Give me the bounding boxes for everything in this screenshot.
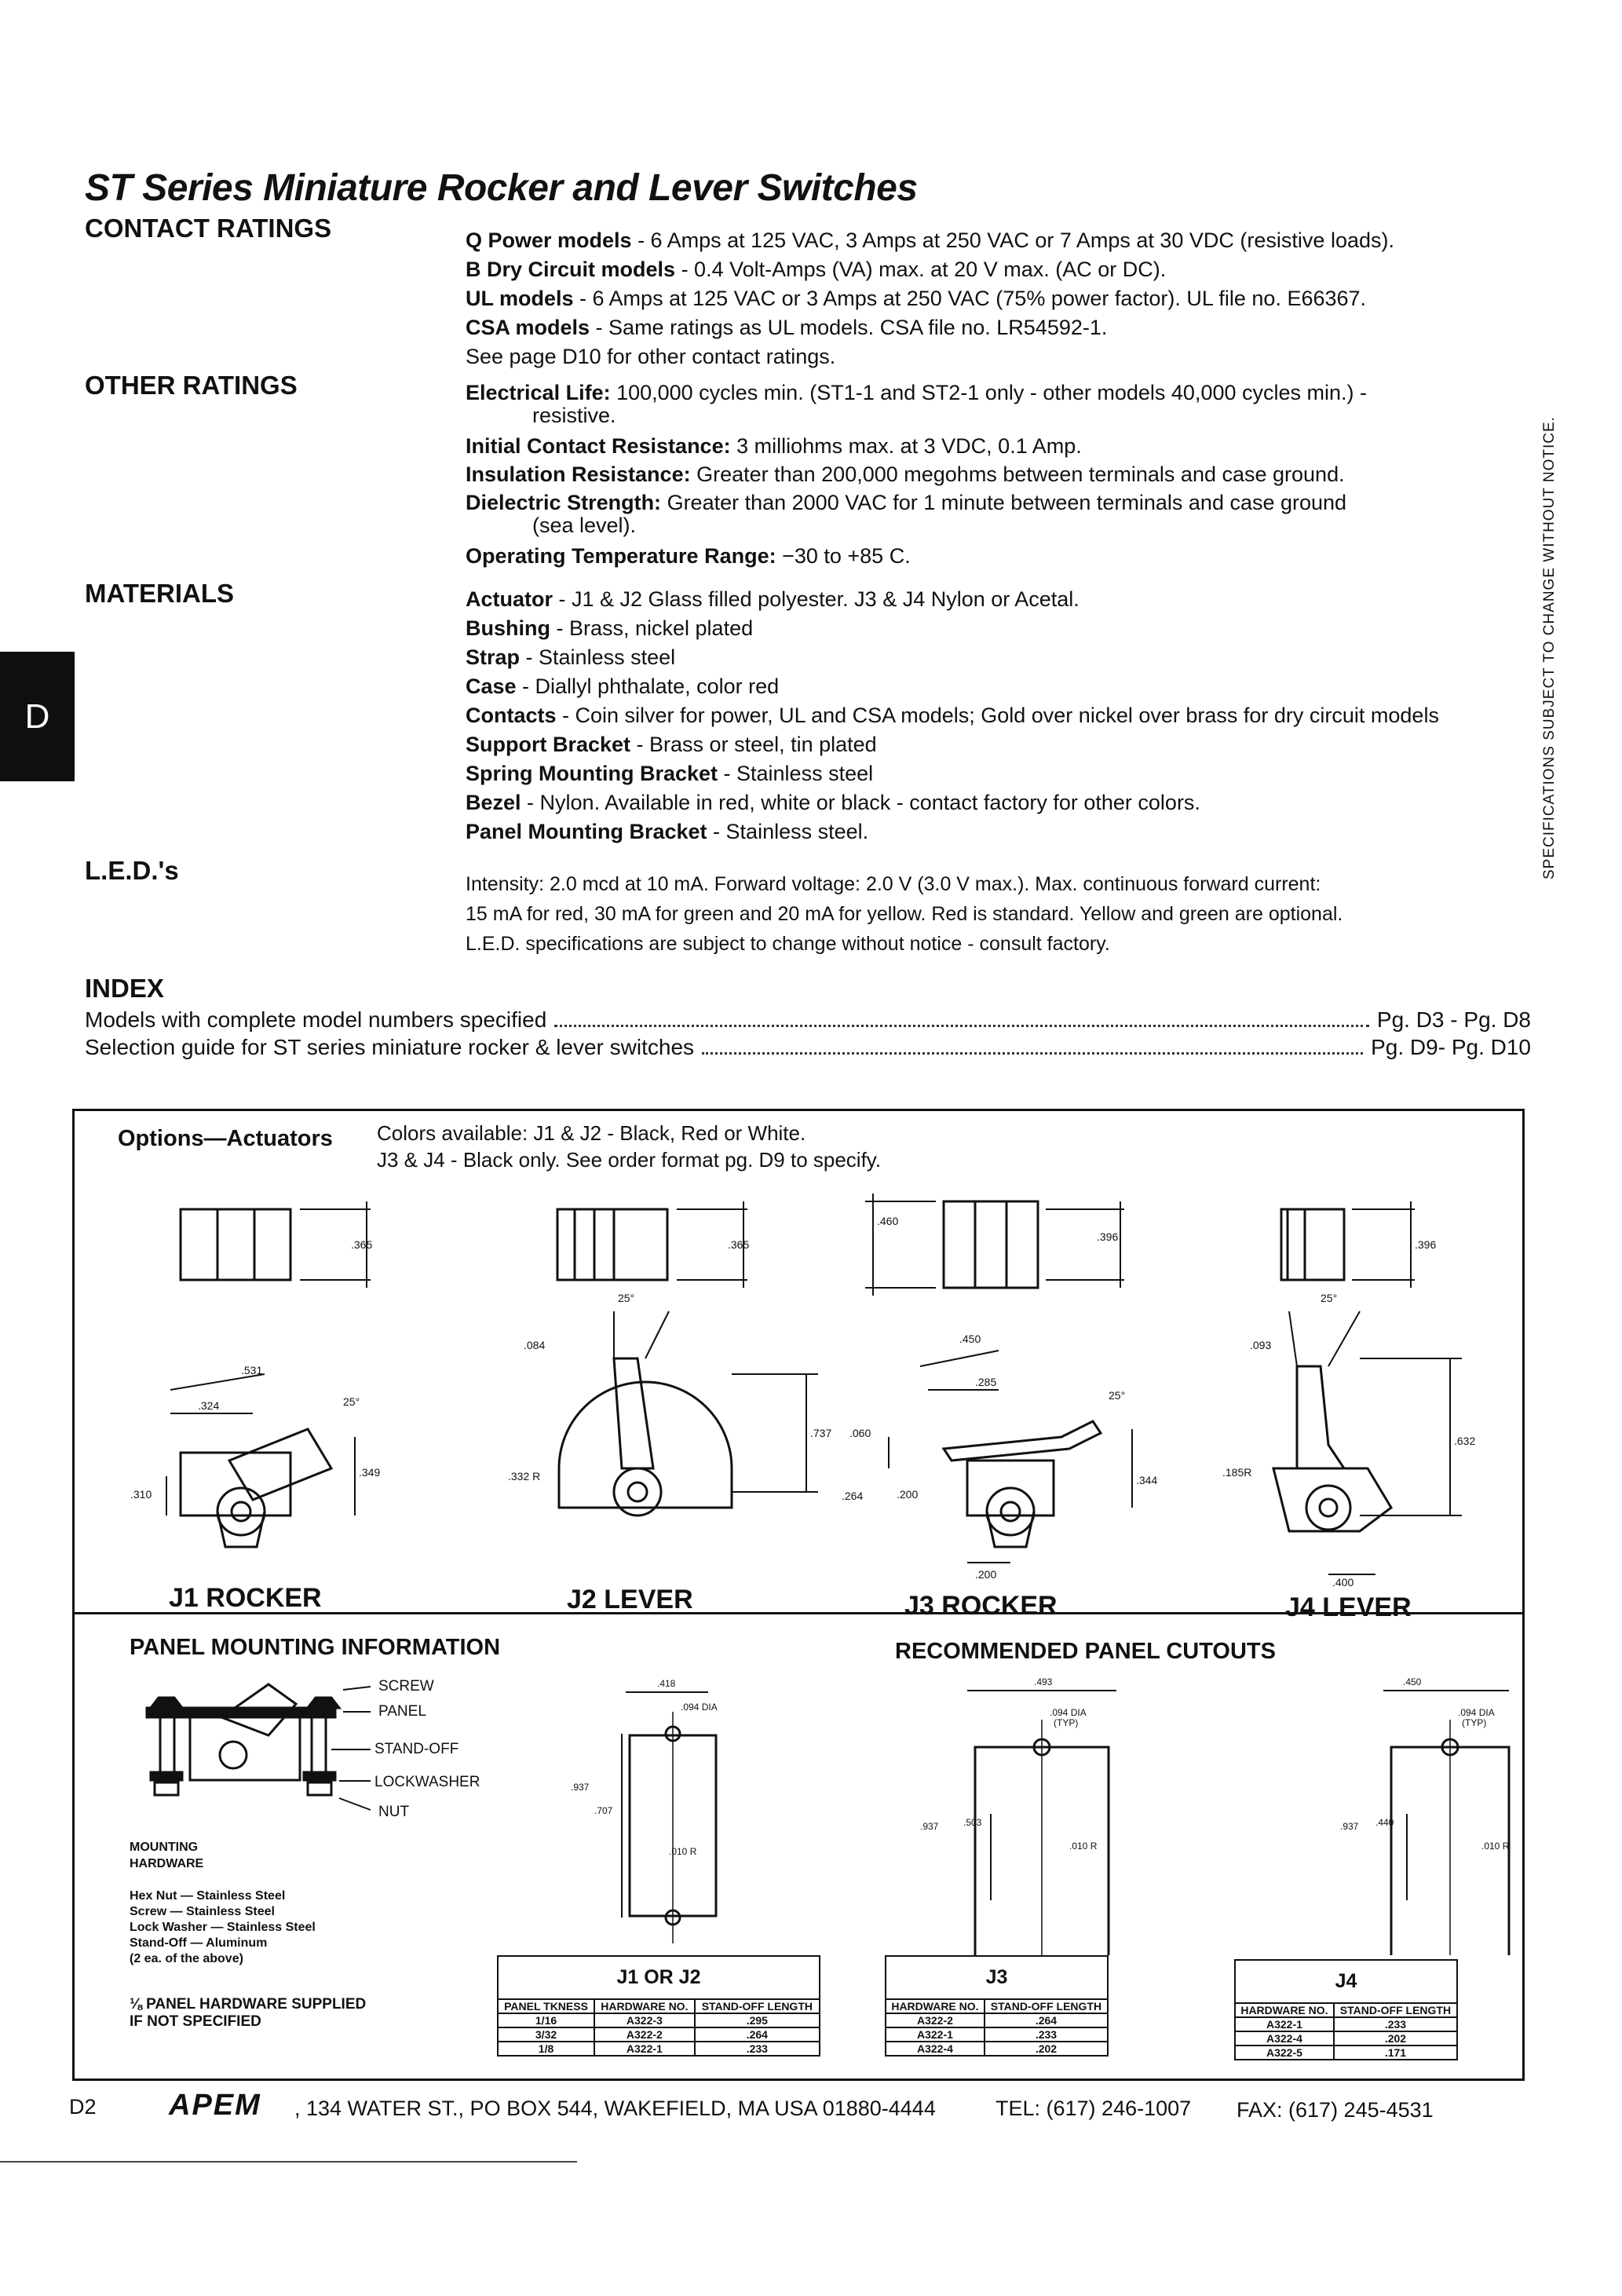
dim-label: 25°: [618, 1292, 635, 1304]
table-cell: .295: [695, 2013, 820, 2027]
material-line: Support Bracket - Brass or steel, tin plated: [466, 733, 877, 756]
colors-line: Colors available: J1 & J2 - Black, Red or White.: [377, 1121, 806, 1145]
table-cell: A322-4: [1235, 2031, 1334, 2046]
j2-side-view: [559, 1311, 818, 1515]
supplied-line: IF NOT SPECIFIED: [130, 2013, 261, 2030]
leds-text: [466, 869, 1510, 959]
brand-logo: APEM: [169, 2089, 261, 2122]
table-header: PANEL TKNESS: [498, 1999, 594, 2013]
supplied-line: ⅛ PANEL HARDWARE SUPPLIED: [130, 1996, 367, 2013]
materials-heading: MATERIALS: [85, 579, 235, 608]
j4-lever-label: J4 LEVER: [1285, 1592, 1412, 1622]
table-header: HARDWARE NO.: [594, 1999, 695, 2013]
rating-line: Insulation Resistance: Greater than 200,000 megohms between terminals and case ground.: [466, 462, 1345, 486]
table-cell: .202: [985, 2042, 1108, 2056]
table-title: J4: [1234, 1959, 1458, 2002]
dim-label: .344: [1136, 1474, 1158, 1486]
dim-label: (TYP): [1462, 1717, 1487, 1728]
dim-label: (TYP): [1054, 1717, 1079, 1728]
table-cell: .264: [985, 2013, 1108, 2027]
table-cell: .171: [1334, 2046, 1457, 2060]
table-row: [886, 2013, 1108, 2027]
contact-line: Q Power models - 6 Amps at 125 VAC, 3 Amps at 250 VAC or 7 Amps at 30 VDC (resistive loads).: [466, 229, 1394, 252]
dim-label: .010 R: [1481, 1841, 1510, 1852]
contact-line: B Dry Circuit models - 0.4 Volt-Amps (VA) max. at 20 V max. (AC or DC).: [466, 258, 1167, 281]
index-row: [85, 1035, 1531, 1060]
dim-label: 25°: [1109, 1389, 1126, 1402]
mounting-hardware-heading: [130, 1839, 412, 1872]
callout-nut: NUT: [378, 1804, 410, 1820]
table-title: J3: [885, 1955, 1109, 1998]
table-cell: A322-1: [886, 2027, 985, 2042]
callout-screw: SCREW: [378, 1678, 434, 1695]
table-header: HARDWARE NO.: [886, 1999, 985, 2013]
dim-label: .632: [1454, 1435, 1476, 1447]
dim-label: .094 DIA: [681, 1702, 718, 1713]
table-j4: [1234, 1959, 1458, 2060]
index-heading: INDEX: [85, 974, 164, 1003]
table-header: STAND-OFF LENGTH: [985, 1999, 1108, 2013]
material-line: Contacts - Coin silver for power, UL and CSA models; Gold over nickel over brass for dry circuit models: [466, 704, 1439, 727]
other-ratings-heading: OTHER RATINGS: [85, 371, 298, 400]
callout-panel: PANEL: [378, 1703, 426, 1720]
dim-label: .418: [657, 1678, 676, 1689]
table-row: [498, 2027, 820, 2042]
dim-label: .094 DIA: [1458, 1707, 1495, 1718]
j2-lever-label: J2 LEVER: [567, 1585, 693, 1614]
options-colors: [377, 1120, 1083, 1173]
rating-line: Dielectric Strength: Greater than 2000 VAC for 1 minute between terminals and case ground (sea level).: [466, 491, 1347, 537]
led-line: Intensity: 2.0 mcd at 10 mA. Forward voltage: 2.0 V (3.0 V max.). Max. continuous forward current:: [466, 873, 1321, 895]
hw-item: Hex Nut — Stainless Steel: [130, 1889, 286, 1903]
hardware-supplied-note: [130, 1996, 428, 2031]
material-line: Strap - Stainless steel: [466, 645, 676, 669]
j1-rocker-label: J1 ROCKER: [169, 1583, 322, 1613]
material-line: Bezel - Nylon. Available in red, white or black - contact factory for other colors.: [466, 791, 1200, 814]
hw-item: Lock Washer — Stainless Steel: [130, 1921, 316, 1934]
footer-tel: TEL: (617) 246-1007: [995, 2097, 1192, 2120]
hw-item: Screw — Stainless Steel: [130, 1905, 275, 1918]
dim-label: .200: [975, 1568, 997, 1581]
dim-label: .349: [359, 1466, 381, 1479]
hw-item: (2 ea. of the above): [130, 1952, 243, 1965]
dim-label: .937: [571, 1782, 590, 1793]
contact-line: See page D10 for other contact ratings.: [466, 345, 836, 368]
table-title: J1 OR J2: [497, 1955, 820, 1998]
j2-top-view: [557, 1201, 750, 1288]
mounting-assembly: [147, 1684, 371, 1810]
table-cell: A322-3: [594, 2013, 695, 2027]
page-number: D2: [69, 2095, 97, 2119]
index-page: Pg. D3 - Pg. D8: [1376, 1007, 1531, 1032]
contact-line: UL models - 6 Amps at 125 VAC or 3 Amps at 250 VAC (75% power factor). UL file no. E66367.: [466, 287, 1367, 310]
materials-list: [466, 585, 1533, 846]
table-cell: A322-2: [886, 2013, 985, 2027]
actuator-drawings: [72, 1178, 1525, 1610]
table-row: [1235, 2017, 1457, 2031]
table-header: STAND-OFF LENGTH: [695, 1999, 820, 2013]
j3-top-view: [865, 1194, 1124, 1296]
table-j3: [885, 1955, 1109, 2057]
panel-cutout-main: [622, 1692, 716, 1943]
table-row: [886, 2027, 1108, 2042]
dim-label: .737: [810, 1427, 832, 1439]
dim-label: .010 R: [669, 1846, 697, 1857]
dim-label: .185R: [1222, 1466, 1252, 1479]
table-cell: .233: [1334, 2017, 1457, 2031]
j4-top-view: [1281, 1201, 1415, 1288]
table-row: [1235, 2031, 1457, 2046]
dim-label: .450: [959, 1333, 981, 1345]
table-row: [498, 2042, 820, 2056]
footer-fax: FAX: (617) 245-4531: [1237, 2098, 1434, 2122]
table-cell: .202: [1334, 2031, 1457, 2046]
table-cell: A322-4: [886, 2042, 985, 2056]
dim-label: .503: [963, 1817, 982, 1828]
table-cell: 3/32: [498, 2027, 594, 2042]
dim-label: .365: [351, 1238, 373, 1251]
footer-address: , 134 WATER ST., PO BOX 544, WAKEFIELD, MA USA 01880-4444: [294, 2097, 936, 2120]
material-line: Actuator - J1 & J2 Glass filled polyester. J3 & J4 Nylon or Acetal.: [466, 587, 1080, 611]
dim-label: .060: [849, 1427, 871, 1439]
panel-mounting-heading: PANEL MOUNTING INFORMATION: [130, 1635, 501, 1660]
table-cell: .233: [695, 2042, 820, 2056]
rating-line: Initial Contact Resistance: 3 milliohms max. at 3 VDC, 0.1 Amp.: [466, 434, 1082, 458]
material-line: Panel Mounting Bracket - Stainless steel.: [466, 820, 869, 843]
table-row: [498, 2013, 820, 2027]
dim-label: .531: [241, 1364, 263, 1377]
dim-label: .707: [594, 1805, 613, 1816]
dot-leader: [702, 1051, 1363, 1055]
material-line: Spring Mounting Bracket - Stainless steel: [466, 762, 874, 785]
index-row: [85, 1007, 1531, 1033]
hw-heading-line: HARDWARE: [130, 1857, 204, 1870]
dim-label: .200: [897, 1488, 919, 1501]
bottom-rule: [0, 2161, 577, 2163]
hw-heading-line: MOUNTING: [130, 1841, 199, 1854]
dim-label: .093: [1250, 1339, 1272, 1351]
led-line: 15 mA for red, 30 mA for green and 20 mA for yellow. Red is standard. Yellow and green are optional.: [466, 903, 1343, 925]
table-row: [1235, 2046, 1457, 2060]
side-note: SPECIFICATIONS SUBJECT TO CHANGE WITHOUT NOTICE.: [1541, 416, 1558, 879]
material-line: Bushing - Brass, nickel plated: [466, 616, 754, 640]
index-label: Selection guide for ST series miniature rocker & lever switches: [85, 1035, 695, 1059]
dim-label: .365: [728, 1238, 750, 1251]
table-cell: A322-2: [594, 2027, 695, 2042]
dim-label: .493: [1034, 1676, 1053, 1687]
rating-line: Electrical Life: 100,000 cycles min. (ST1-1 and ST2-1 only - other models 40,000 cycles min.) - resistive.: [466, 381, 1367, 427]
j4-side-view: [1273, 1311, 1462, 1574]
dim-label: .310: [130, 1488, 152, 1501]
table-row: [886, 2042, 1108, 2056]
j1-top-view: [181, 1201, 371, 1288]
dim-label: .084: [524, 1339, 546, 1351]
cutout-left: [967, 1691, 1116, 1955]
dim-label: .400: [1332, 1576, 1354, 1589]
cutouts-heading: RECOMMENDED PANEL CUTOUTS: [895, 1639, 1276, 1664]
index-page: Pg. D9- Pg. D10: [1371, 1035, 1531, 1059]
table-cell: .264: [695, 2027, 820, 2042]
contact-ratings-heading: CONTACT RATINGS: [85, 214, 332, 243]
section-tab: D: [0, 652, 75, 781]
table-j1-j2: [497, 1955, 820, 2057]
index-label: Models with complete model numbers specified: [85, 1007, 547, 1032]
table-header: STAND-OFF LENGTH: [1334, 2003, 1457, 2017]
dim-label: .264: [842, 1490, 864, 1502]
contact-ratings-list: [466, 226, 1533, 371]
cutout-right: [1383, 1691, 1509, 1955]
dim-label: .285: [975, 1376, 997, 1388]
dot-leader: [554, 1024, 1369, 1027]
table-cell: A322-1: [1235, 2017, 1334, 2031]
dim-label: 25°: [343, 1395, 360, 1408]
material-line: Case - Diallyl phthalate, color red: [466, 675, 780, 698]
dim-label: .396: [1097, 1230, 1119, 1243]
dim-label: .094 DIA: [1050, 1707, 1087, 1718]
table-cell: A322-1: [594, 2042, 695, 2056]
hw-item: Stand-Off — Aluminum: [130, 1936, 268, 1950]
dim-label: .440: [1375, 1817, 1394, 1828]
dim-label: .937: [1340, 1821, 1359, 1832]
led-line: L.E.D. specifications are subject to change without notice - consult factory.: [466, 933, 1110, 955]
dim-label: .450: [1403, 1676, 1422, 1687]
callout-lockwasher: LOCKWASHER: [374, 1774, 480, 1790]
options-heading: Options—Actuators: [118, 1126, 333, 1151]
dim-label: .460: [877, 1215, 899, 1227]
table-cell: .233: [985, 2027, 1108, 2042]
j1-side-view: [166, 1374, 355, 1547]
table-cell: 1/8: [498, 2042, 594, 2056]
rating-line: Operating Temperature Range: −30 to +85 C.: [466, 544, 911, 568]
dim-label: .010 R: [1069, 1841, 1098, 1852]
j3-rocker-label: J3 ROCKER: [904, 1591, 1058, 1621]
leds-heading: L.E.D.'s: [85, 856, 179, 885]
dim-label: .332 R: [508, 1470, 541, 1483]
callout-standoff: STAND-OFF: [374, 1741, 459, 1757]
other-ratings-list: [466, 378, 1533, 570]
dim-label: 25°: [1321, 1292, 1338, 1304]
table-cell: 1/16: [498, 2013, 594, 2027]
dim-label: .324: [198, 1399, 220, 1412]
table-header: HARDWARE NO.: [1235, 2003, 1334, 2017]
page-title: ST Series Miniature Rocker and Lever Switches: [85, 167, 918, 209]
dim-label: .937: [920, 1821, 939, 1832]
contact-line: CSA models - Same ratings as UL models. CSA file no. LR54592-1.: [466, 316, 1108, 339]
mounting-hardware-list: [130, 1888, 412, 1967]
table-cell: A322-5: [1235, 2046, 1334, 2060]
dim-label: .396: [1415, 1238, 1437, 1251]
colors-line: J3 & J4 - Black only. See order format pg. D9 to specify.: [377, 1148, 882, 1172]
j3-side-view: [889, 1351, 1132, 1563]
